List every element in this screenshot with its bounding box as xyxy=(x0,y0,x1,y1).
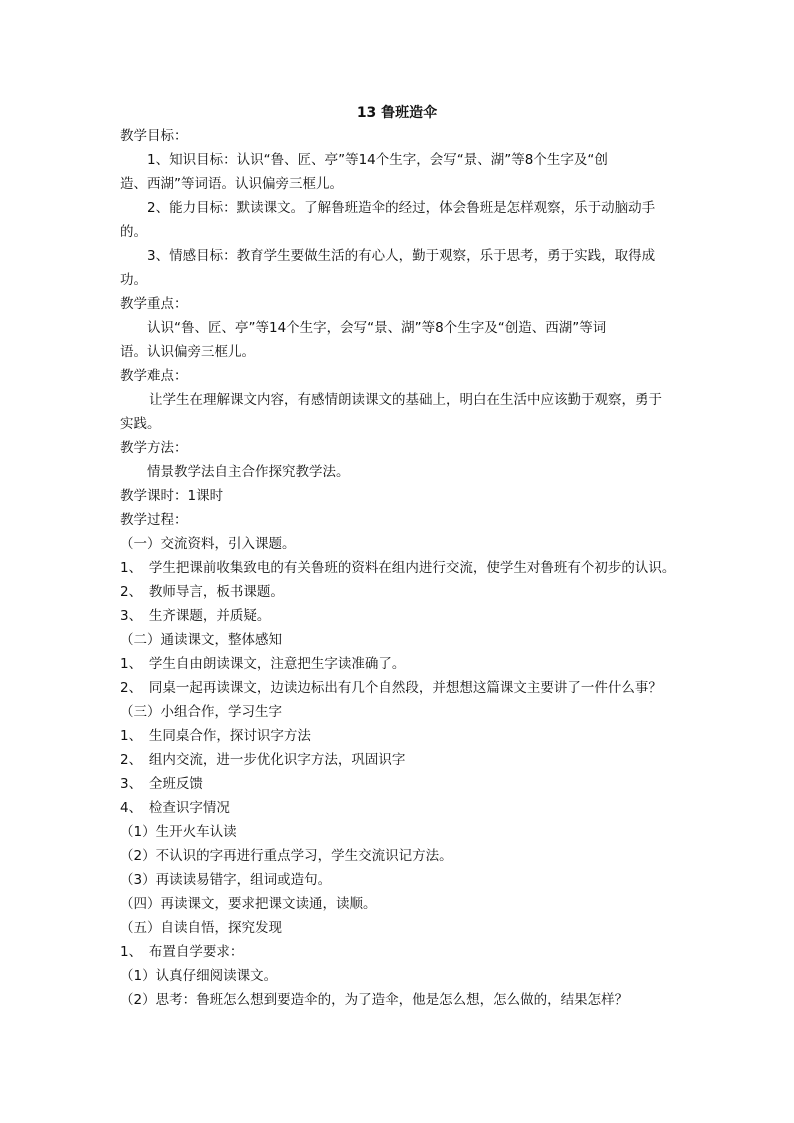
list-item: 2、 组内交流，进一步优化识字方法，巩固识字 xyxy=(120,752,406,768)
paragraph-line: 实践。 xyxy=(120,416,161,432)
list-item: 1、 学生自由朗读课文，注意把生字读准确了。 xyxy=(120,656,406,672)
sub-list-item: （2）思考：鲁班怎么想到要造伞的，为了造伞，他是怎么想，怎么做的，结果怎样？ xyxy=(120,992,629,1008)
sub-list-item: （1）生开火车认读 xyxy=(120,824,237,840)
list-item: 1、 生同桌合作，探讨识字方法 xyxy=(120,728,311,744)
list-item: 2、 同桌一起再读课文，边读边标出有几个自然段，并想想这篇课文主要讲了一件什么事？ xyxy=(120,680,662,696)
list-item: 3、 生齐课题，并质疑。 xyxy=(120,608,271,624)
section-heading-goals: 教学目标： xyxy=(120,128,188,144)
step-heading: （五）自读自悟，探究发现 xyxy=(120,920,282,936)
list-item: 1、 布置自学要求： xyxy=(120,944,244,960)
section-heading-difficulties: 教学难点： xyxy=(120,368,188,384)
list-item: 4、 检查识字情况 xyxy=(120,800,230,816)
paragraph-line: 2、能力目标：默读课文。了解鲁班造伞的经过，体会鲁班是怎样观察，乐于动脑动手 xyxy=(147,200,656,216)
paragraph-line: 造、西湖”等词语。认识偏旁三框儿。 xyxy=(120,176,343,192)
section-heading-key-points: 教学重点： xyxy=(120,296,188,312)
document-title: 13 鲁班造伞 xyxy=(356,105,438,121)
step-heading: （三）小组合作，学习生字 xyxy=(120,704,282,720)
paragraph-line: 认识“鲁、匠、亭”等14个生字，会写“景、湖”等8个生字及“创造、西湖”等词 xyxy=(147,320,607,336)
paragraph-line: 的。 xyxy=(120,224,147,240)
paragraph-line: 语。认识偏旁三框儿。 xyxy=(120,344,255,360)
sub-list-item: （1）认真仔细阅读课文。 xyxy=(120,968,278,984)
step-heading: （四）再读课文，要求把课文读通，读顺。 xyxy=(120,896,377,912)
section-heading-process: 教学过程： xyxy=(120,512,188,528)
sub-list-item: （3）再读读易错字，组词或造句。 xyxy=(120,872,332,888)
paragraph-line: 3、情感目标：教育学生要做生活的有心人，勤于观察，乐于思考，勇于实践，取得成 xyxy=(147,248,656,264)
section-heading-method: 教学方法： xyxy=(120,440,188,456)
paragraph-line: 1、知识目标：认识“鲁、匠、亭”等14个生字，会写“景、湖”等8个生字及“创 xyxy=(147,152,608,168)
list-item: 2、 教师导言，板书课题。 xyxy=(120,584,284,600)
step-heading: （一）交流资料，引入课题。 xyxy=(120,536,296,552)
document-body xyxy=(120,124,690,1012)
paragraph-line: 让学生在理解课文内容，有感情朗读课文的基础上，明白在生活中应该勤于观察，勇于 xyxy=(149,392,662,408)
list-item: 3、 全班反馈 xyxy=(120,776,203,792)
paragraph-line: 功。 xyxy=(120,272,147,288)
teaching-hours: 教学课时：1课时 xyxy=(120,488,224,504)
step-heading: （二）通读课文，整体感知 xyxy=(120,632,282,648)
paragraph-line: 情景教学法自主合作探究教学法。 xyxy=(147,464,350,480)
sub-list-item: （2）不认识的字再进行重点学习，学生交流识记方法。 xyxy=(120,848,453,864)
list-item: 1、 学生把课前收集致电的有关鲁班的资料在组内进行交流，使学生对鲁班有个初步的认识。 xyxy=(120,560,676,576)
